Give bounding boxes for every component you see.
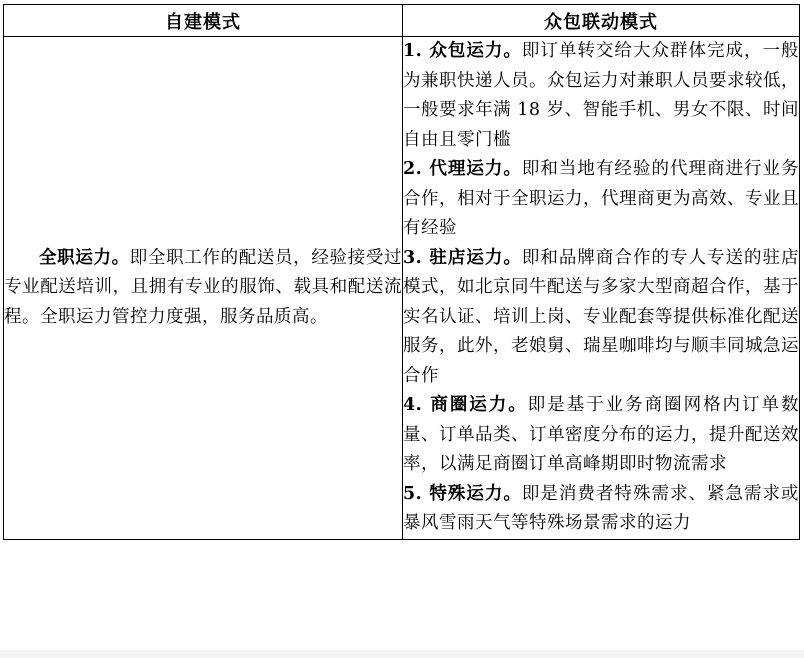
fulltime-capacity-text: 即全职工作的配送员，经验接受过专业配送培训，且拥有专业的服饰、载具和配送流程。全职运力管控力度强，服务品质高。 xyxy=(4,247,403,327)
crowdsourced-capacity-title: 1. 众包运力。 xyxy=(403,41,522,61)
self-built-cell xyxy=(4,37,403,540)
in-store-capacity-title: 3. 驻店运力。 xyxy=(403,247,522,268)
special-capacity-text: 即是消费者特殊需求、紧急需求或暴风雪雨天气等特殊场景需求的运力 xyxy=(403,483,799,533)
crowdsourced-cell xyxy=(403,37,800,540)
agent-capacity-text: 即和当地有经验的代理商进行业务合作，相对于全职运力，代理商更为高效、专业且有经验 xyxy=(403,159,799,238)
content-row xyxy=(4,37,800,540)
bottom-edge-strip xyxy=(0,650,804,658)
header-crowdsourced: 众包联动模式 xyxy=(403,5,800,37)
in-store-capacity-item xyxy=(403,244,799,392)
fulltime-capacity-paragraph xyxy=(4,244,402,333)
fulltime-capacity-title: 全职运力。 xyxy=(39,247,130,268)
business-district-capacity-item xyxy=(403,391,799,480)
special-capacity-item xyxy=(403,480,799,539)
agent-capacity-title: 2. 代理运力。 xyxy=(403,159,522,179)
comparison-table xyxy=(3,4,800,540)
agent-capacity-item xyxy=(403,155,799,244)
in-store-capacity-text: 即和品牌商合作的专人专送的驻店模式，如北京同牛配送与多家大型商超合作，基于实名认证、培训上岗、专业配套等提供标准化配送服务，此外，老娘舅、瑞星咖啡均与顺丰同城急运合作 xyxy=(403,247,799,386)
business-district-capacity-text: 即是基于业务商圈网格内订单数量、订单品类、订单密度分布的运力，提升配送效率，以满足商圈订单高峰期即时物流需求 xyxy=(403,395,799,474)
header-self-built: 自建模式 xyxy=(4,5,403,37)
special-capacity-title: 5. 特殊运力。 xyxy=(403,483,522,504)
crowdsourced-capacity-item xyxy=(403,37,799,155)
business-district-capacity-title: 4. 商圈运力。 xyxy=(403,395,528,415)
header-row xyxy=(4,5,800,37)
crowdsourced-capacity-text: 即订单转交给大众群体完成，一般为兼职快递人员。众包运力对兼职人员要求较低，一般要求年满 18 岁、智能手机、男女不限、时间自由且零门槛 xyxy=(403,41,799,150)
